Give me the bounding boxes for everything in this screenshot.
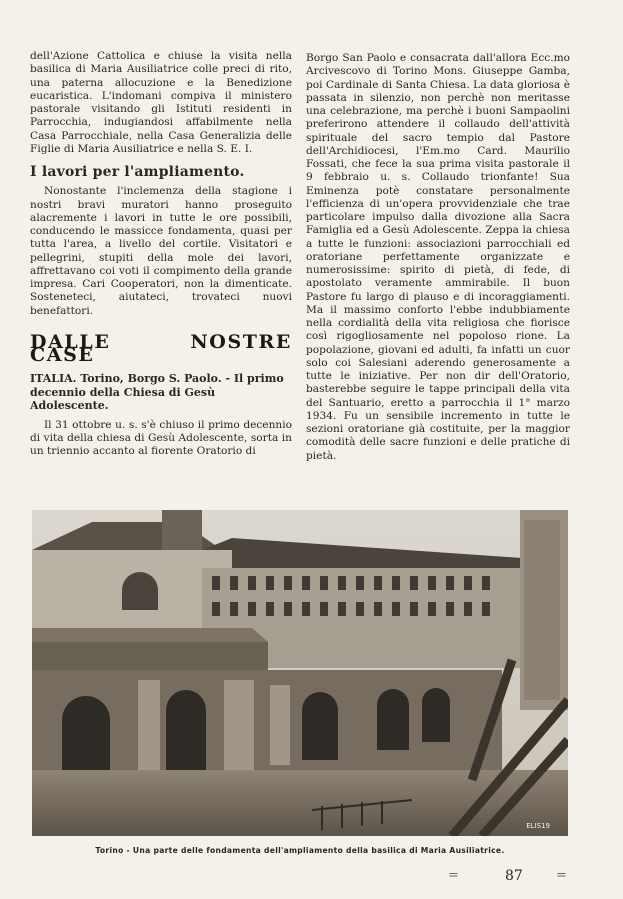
heading-dalle-nostre-case: DALLE NOSTRE CASE: [30, 330, 292, 366]
construction-photo: [32, 510, 568, 836]
paragraph-azione-cattolica: dell'Azione Cattolica e chiuse la visita nella basilica di Maria Ausiliatrice colle preci di rito, una paterna allocuzione e la Benedizione eucaristica. L'indomani compiva il ministero pastorale visitando gli Istituti residenti in Parrocchia, indugiandosi affabilmente nella Casa Parrocchiale, nella Casa Generalizia delle Figlie di Maria Ausiliatrice e nella S. E. I.: [30, 50, 292, 155]
left-column: [30, 50, 292, 459]
page-number: 87: [505, 868, 523, 884]
paragraph-lavori: Nonostante l'inclemenza della stagione i nostri bravi muratori hanno proseguito alacremente i lavori in tutte le ore possibili, conducendo le massicce fondamenta, quasi per tutta l'area, a livello del cortile. Visitatori e pellegrini, stupiti della mole dei lavori, affrettavano coi voti il compimento della grande impresa. Cari Cooperatori, non la dimenticate. Sosteneteci, aiutateci, trovateci nuovi benefattori.: [30, 185, 292, 317]
right-column: [306, 52, 570, 463]
ornament-right: =: [556, 868, 566, 883]
section-title-lavori: I lavori per l'ampliamento.: [30, 164, 245, 180]
photo-caption: Torino - Una parte delle fondamenta dell'ampliamento della basilica di Maria Ausiliatrice.: [95, 846, 505, 855]
subheading-torino: ITALIA. Torino, Borgo S. Paolo. - Il primo decennio della Chiesa di Gesù Adolescente.: [30, 372, 284, 413]
paragraph-decennio: Il 31 ottobre u. s. s'è chiuso il primo decennio di vita della chiesa di Gesù Adolescente, sorta in un triennio accanto al fiorente Oratorio di: [30, 418, 292, 458]
ornament-left: =: [448, 868, 458, 883]
paragraph-borgo-san-paolo: Borgo San Paolo e consacrata dall'allora Ecc.mo Arcivescovo di Torino Mons. Giuseppe Gamba, poi Cardinale di Santa Chiesa. La data gloriosa è passata in silenzio, non perchè non meritasse una celebrazione, ma perchè i buoni Sampaolini preferirono attendere il collaudo dell'attività spirituale del sacro tempio dal Pastore dell'Archidiocesi, l'Em.mo Card. Maurilio Fossati, che fece la sua prima visita pastorale il 9 febbraio u. s. Collaudo trionfante! Sua Eminenza potè constatare personalmente l'efficienza di un'opera provvidenziale che trae particolare impulso dalla divozione alla Sacra Famiglia ed a Gesù Adolescente. Zeppa la chiesa a tutte le funzioni: associazioni parrocchiali ed oratoriane perfettamente organizzate e numerosissime: spirito di pietà, di fede, di apostolato veramente ammirabile. Il buon Pastore fu largo di plauso e di incoraggiamenti. Ma il massimo conforto l'ebbe indubbiamente nella cordialità della vita religiosa che fiorisce così rigogliosamente nel popoloso rione. La popolazione, giovani ed adulti, fa infatti un cuor solo coi Salesiani aderendo generosamente a tutte le iniziative. Per non dir dell'Oratorio, basterebbe seguire le tappe principali della vita del Santuario, eretto a parrocchia il 1° marzo 1934. Fu un sensibile incremento in tutte le sezioni oratoriane già costituite, per la maggior comodità delle sacre funzioni e delle pratiche di pietà.: [306, 52, 570, 462]
photo-signature: ELIS19: [526, 822, 550, 830]
